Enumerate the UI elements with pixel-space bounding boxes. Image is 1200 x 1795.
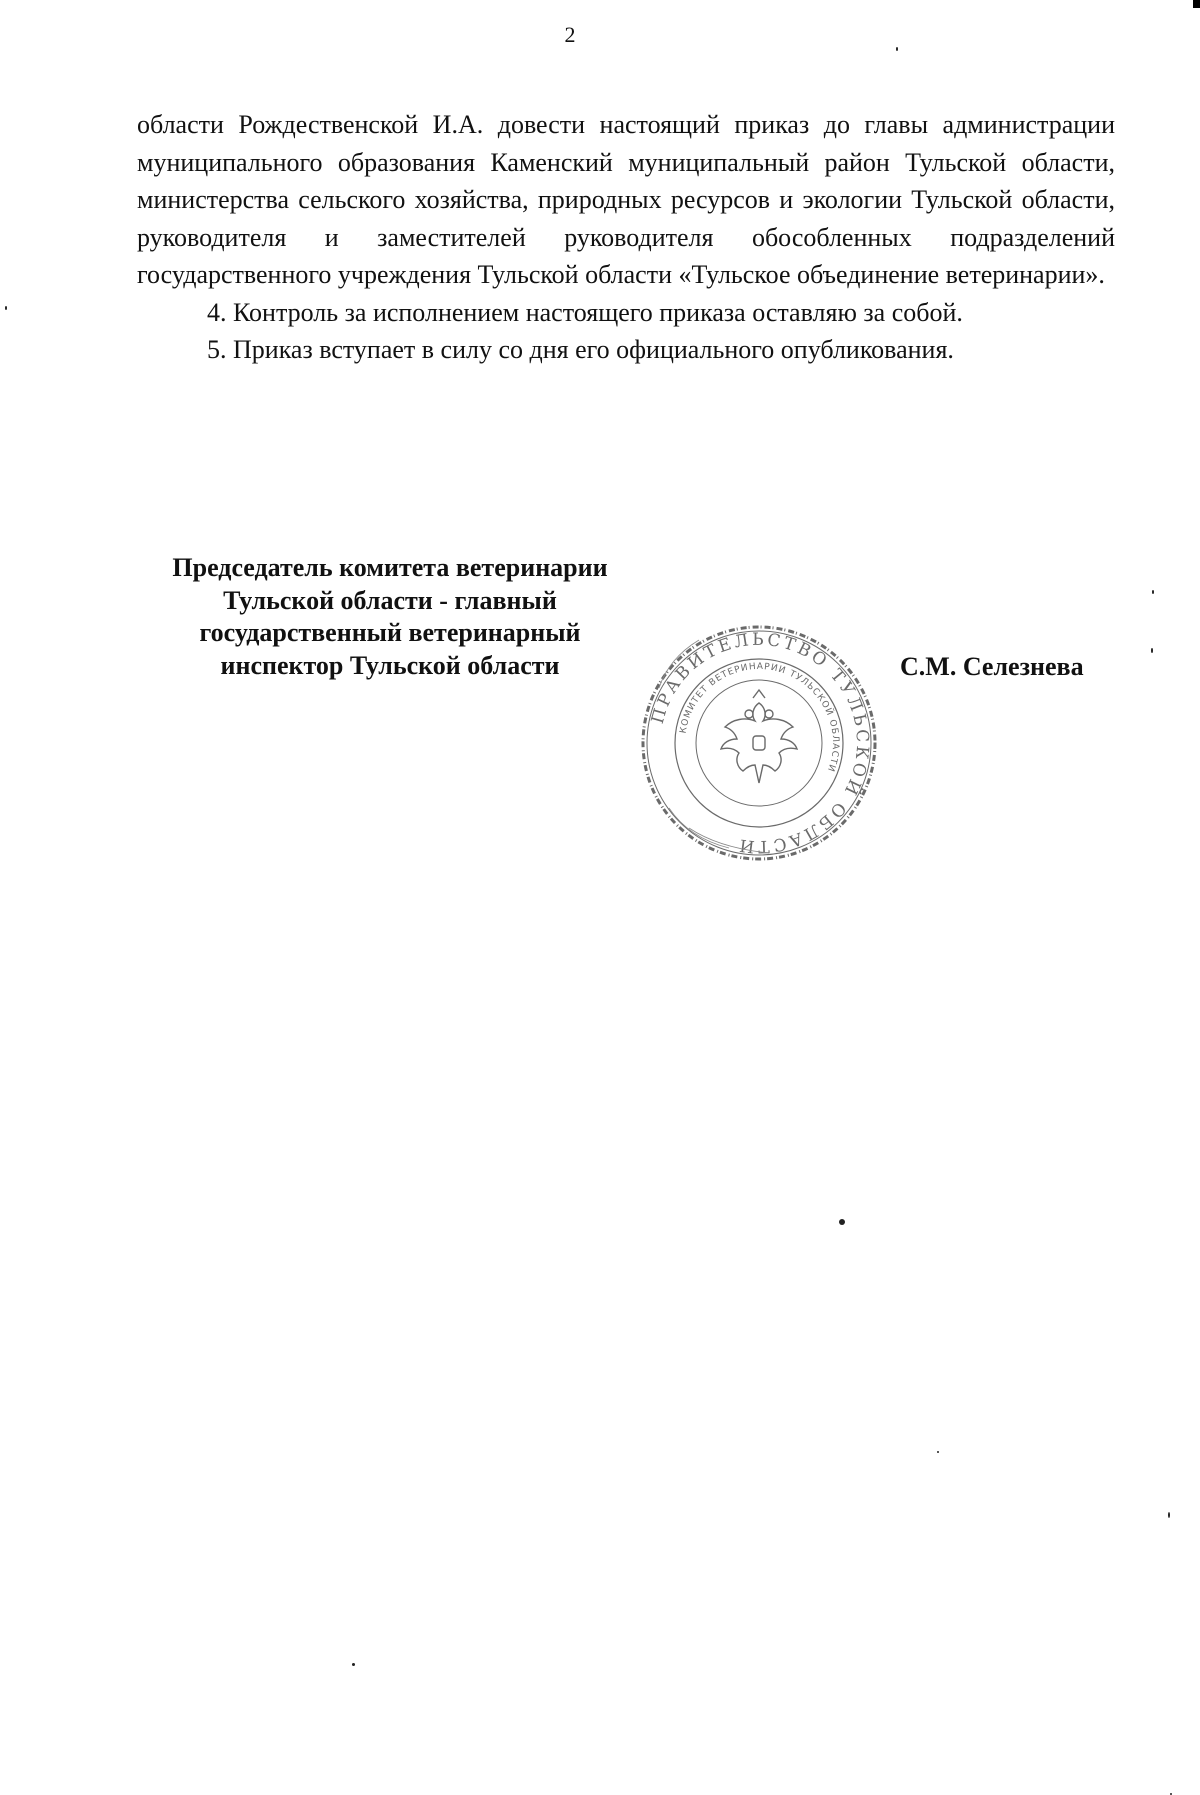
paragraph-3-continuation: области Рождественской И.А. довести настоящий приказ до главы администрации муниципального образования Каменский муниципальный район Тульской области, министерства сельского хозяйства, природных ресурсов и экологии Тульской области, руководителя и заместителей руководителя обособленных подразделений государственного учреждения Тульской области «Тульское объединение ветеринарии». [137,110,1115,289]
page-number: 2 [564,22,576,47]
seal-outer-text: ПРАВИТЕЛЬСТВО ТУЛЬСКОЙ ОБЛАСТИ [647,629,873,857]
scan-speck [1168,1512,1170,1518]
document-body [137,106,1115,369]
eagle-emblem-icon [721,690,797,783]
signatory-position [140,552,640,682]
scan-edge-mark [1193,0,1200,8]
scan-speck [839,1219,845,1225]
signatory-position-line: инспектор Тульской области [220,650,560,680]
paragraph-4: 4. Контроль за исполнением настоящего приказа оставляю за собой. [207,297,963,327]
signatory-position-line: Тульской области - главный [223,585,557,615]
scan-speck [1152,590,1154,594]
scan-speck [937,1451,939,1453]
signatory-position-line: государственный ветеринарный [199,618,581,647]
signatory-position-line: Председатель комитета ветеринарии [172,553,608,582]
scan-speck [1151,648,1153,653]
signatory-name: С.М. Селезнева [900,652,1084,681]
scan-speck [896,47,898,51]
scan-speck [5,306,7,310]
official-seal-stamp [629,618,889,868]
svg-text:КОМИТЕТ ВЕТЕРИНАРИИ ТУЛЬСКОЙ О [679,662,840,773]
seal-inner-text: КОМИТЕТ ВЕТЕРИНАРИИ ТУЛЬСКОЙ ОБЛАСТИ [678,661,841,774]
paragraph-5: 5. Приказ вступает в силу со дня его официального опубликования. [207,335,954,364]
scan-speck [352,1663,355,1666]
